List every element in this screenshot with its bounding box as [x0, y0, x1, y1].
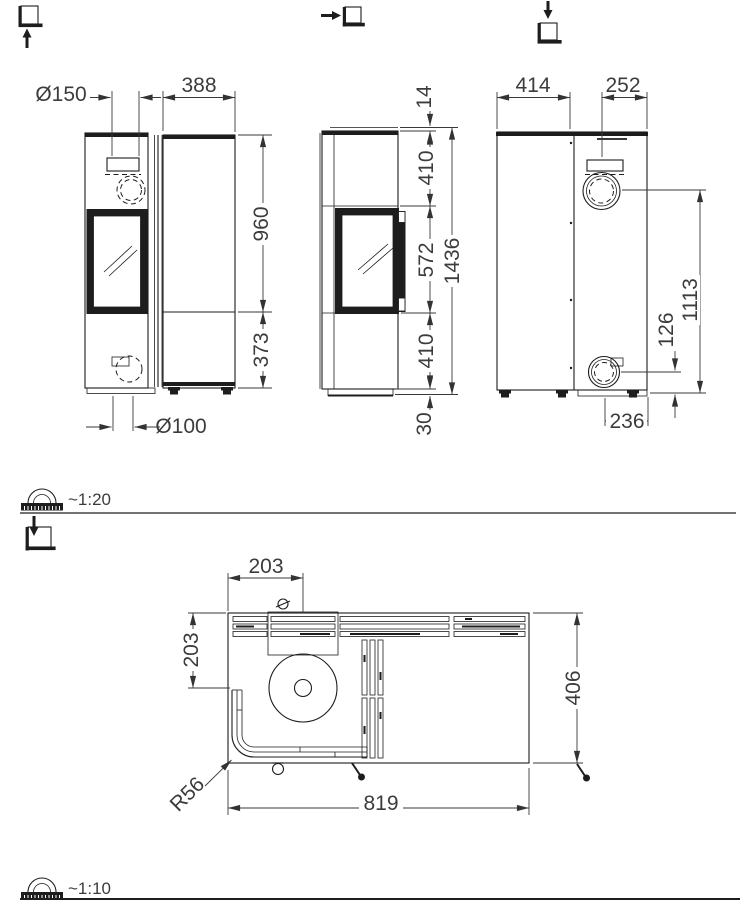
rear-dimensions	[497, 74, 706, 433]
top-vent-slats	[233, 617, 525, 637]
rear-view-drawing	[496, 74, 706, 433]
top-total-depth-dim: 406	[562, 670, 585, 706]
view-direction-top-icon	[538, 1, 562, 44]
rear-air-intake-center-offset-dim: 236	[609, 410, 645, 433]
top-body-outline	[228, 613, 529, 763]
rear-body	[496, 132, 648, 390]
view-direction-side-icon	[321, 7, 365, 27]
side-top-plate-offset-dim: 14	[413, 85, 436, 109]
top-view-drawing	[166, 555, 590, 816]
rear-flue-center-offset-dim: 252	[605, 74, 641, 97]
front-corner-edge	[155, 135, 163, 387]
top-curved-glass	[232, 690, 367, 757]
side-door-glass	[335, 208, 406, 314]
view-direction-plan-icon	[26, 516, 56, 551]
side-upper-section-dim: 410	[415, 150, 438, 186]
scale-icon	[21, 878, 63, 900]
top-door-handle-right	[577, 764, 590, 782]
view-direction-front-icon	[19, 6, 43, 48]
top-door-handle-left	[352, 763, 365, 781]
front-door-glass	[87, 209, 148, 314]
top-door-knob	[272, 763, 284, 775]
top-flue-center-x-dim: 203	[248, 555, 284, 578]
scale-lower-label: ~1:10	[68, 879, 112, 898]
front-side-panel-width-dim: 388	[181, 74, 217, 97]
rear-flue-outlet	[583, 160, 625, 210]
rear-air-intake	[589, 357, 624, 388]
top-flue-center-y-dim: 203	[180, 632, 203, 668]
top-side-vent-slats	[362, 640, 383, 758]
top-glass-corner-radius-dim: R56	[165, 772, 210, 817]
front-air-intake-diameter-dim: Ø100	[155, 415, 207, 438]
side-view-drawing	[320, 83, 464, 438]
front-view-drawing	[35, 74, 273, 438]
scale-row-lower	[20, 878, 740, 900]
rear-back-panel-width-dim: 414	[515, 74, 551, 97]
front-upper-height-dim: 960	[250, 206, 273, 242]
scale-upper-label: ~1:20	[68, 490, 112, 509]
side-total-height-dim: 1436	[441, 237, 464, 285]
front-air-intake	[87, 356, 155, 394]
rear-flue-center-height-dim: 1113	[679, 278, 702, 322]
scale-icon	[21, 489, 63, 511]
front-side-panel	[163, 135, 235, 395]
top-damper-knob	[276, 599, 290, 609]
side-base-height-dim: 30	[413, 412, 436, 436]
side-lower-section-dim: 410	[415, 333, 438, 369]
front-flue-diameter-dim: Ø150	[35, 83, 87, 106]
rear-air-intake-center-height-dim: 126	[655, 312, 678, 348]
front-pedestal-height-dim: 373	[250, 332, 273, 368]
scale-row-upper	[20, 489, 736, 513]
rear-base	[499, 390, 647, 398]
side-door-section-dim: 572	[415, 242, 438, 278]
top-total-width-dim: 819	[363, 792, 399, 815]
top-flue-circle	[269, 654, 337, 722]
